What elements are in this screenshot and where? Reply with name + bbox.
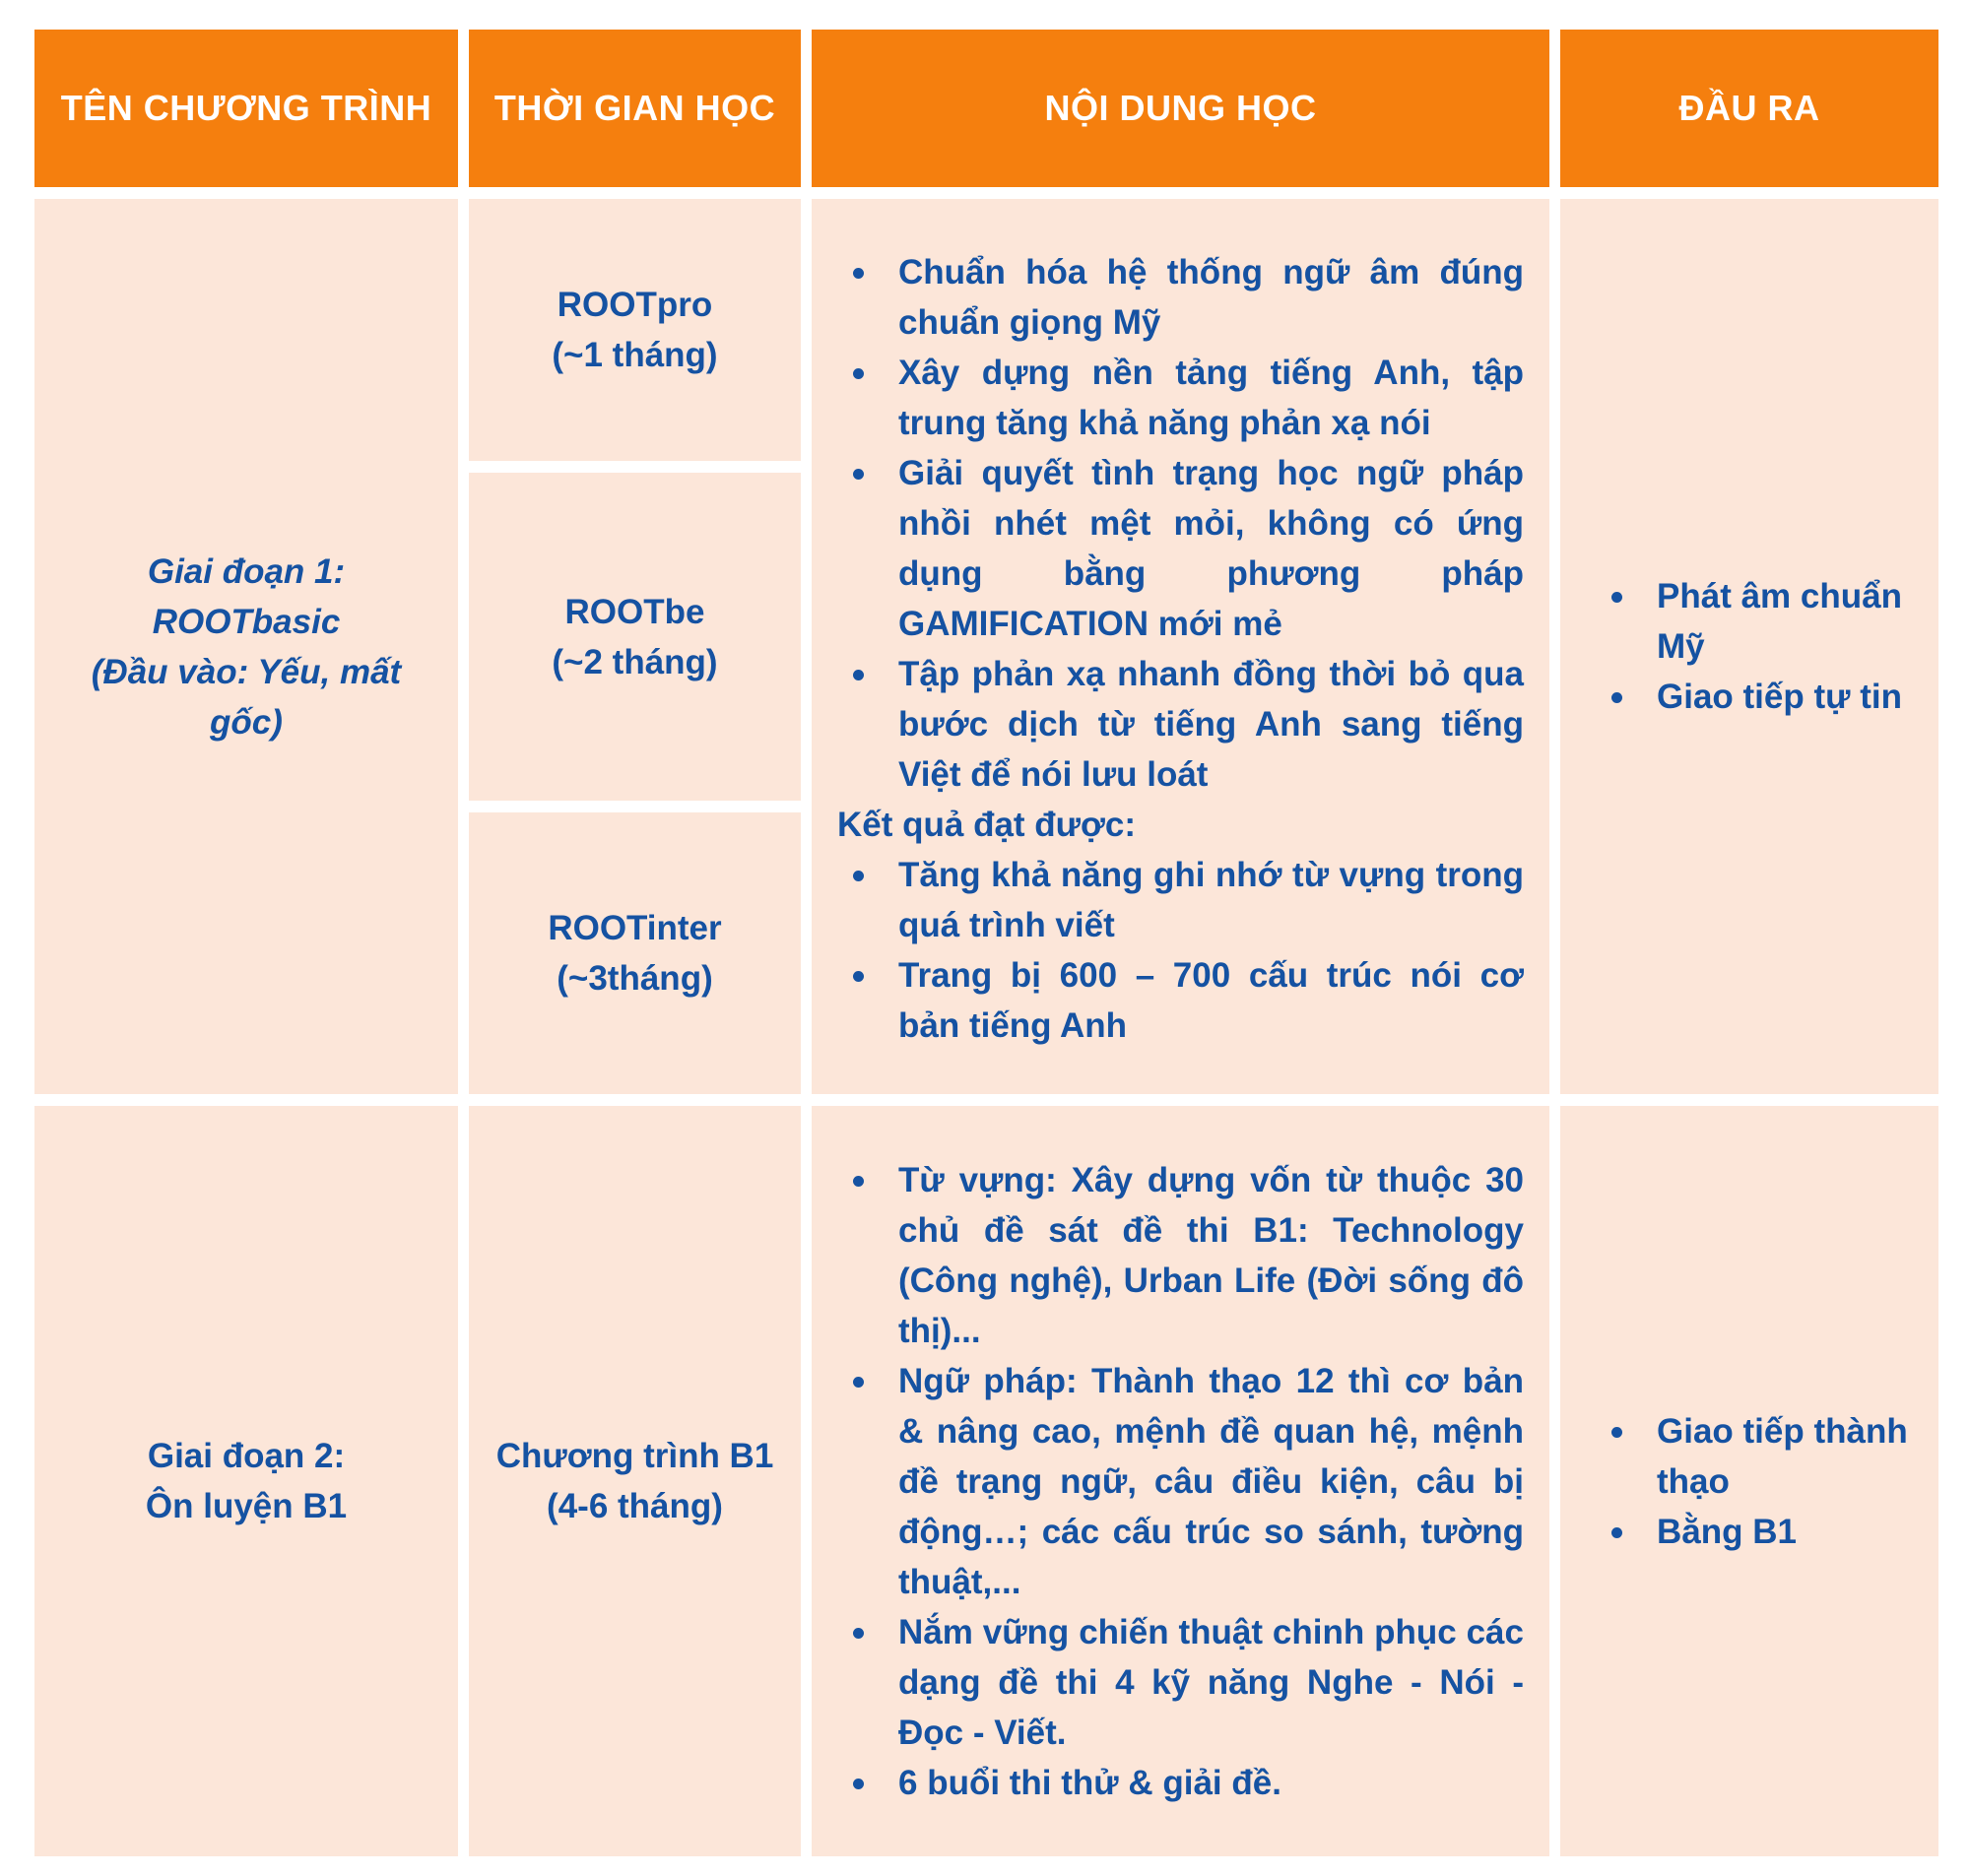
stage1-content-list [837, 247, 1524, 800]
stage1-name-cell [34, 199, 458, 1094]
list-item: Ngữ pháp: Thành thạo 12 thì cơ bản & nâng cao, mệnh đề quan hệ, mệnh đề trạng ngữ, câu điều kiện, câu bị động…; các cấu trúc so sánh, tường thuật,... [837, 1356, 1524, 1607]
list-item: Xây dựng nền tảng tiếng Anh, tập trung tăng khả năng phản xạ nói [837, 348, 1524, 448]
list-item: Chuẩn hóa hệ thống ngữ âm đúng chuẩn giọng Mỹ [837, 247, 1524, 348]
course-rootbe-cell [469, 473, 801, 801]
stage2-outcome-cell [1560, 1106, 1938, 1856]
header-outcome: ĐẦU RA [1560, 30, 1938, 187]
list-item: Từ vựng: Xây dựng vốn từ thuộc 30 chủ đề sát đề thi B1: Technology (Công nghệ), Urban Life (Đời sống đô thị)... [837, 1155, 1524, 1356]
course-rootpro-duration: (~1 tháng) [552, 336, 718, 374]
course-rootbe-name: ROOTbe [564, 592, 705, 631]
course-b1-name: Chương trình B1 [495, 1437, 774, 1475]
course-rootinter-duration: (~3tháng) [557, 959, 713, 998]
list-item: Tăng khả năng ghi nhớ từ vựng trong quá trình viết [837, 850, 1524, 950]
list-item: Tập phản xạ nhanh đồng thời bỏ qua bước dịch từ tiếng Anh sang tiếng Việt để nói lưu loát [837, 649, 1524, 800]
list-item: Giải quyết tình trạng học ngữ pháp nhồi nhét mệt mỏi, không có ứng dụng bằng phương pháp GAMIFICATION mới mẻ [837, 448, 1524, 649]
course-rootinter-cell [469, 812, 801, 1094]
stage1-entry-level: (Đầu vào: Yếu, mất gốc) [91, 652, 402, 742]
stage1-outcome-list [1596, 571, 1919, 722]
stage1-title: Giai đoạn 1: [147, 551, 346, 591]
stage1-outcome-cell [1560, 199, 1938, 1094]
stage2-title: Giai đoạn 2: [147, 1437, 346, 1475]
header-duration: THỜI GIAN HỌC [469, 30, 801, 187]
stage1-program: ROOTbasic [152, 602, 341, 641]
list-item: 6 buổi thi thử & giải đề. [837, 1758, 1524, 1808]
course-rootinter-name: ROOTinter [548, 909, 722, 947]
course-rootpro-name: ROOTpro [557, 286, 713, 324]
list-item: Giao tiếp tự tin [1596, 672, 1919, 722]
list-item: Phát âm chuẩn Mỹ [1596, 571, 1919, 672]
stage2-program: Ôn luyện B1 [145, 1487, 348, 1525]
list-item: Nắm vững chiến thuật chinh phục các dạng đề thi 4 kỹ năng Nghe - Nói - Đọc - Viết. [837, 1607, 1524, 1758]
header-program: TÊN CHƯƠNG TRÌNH [34, 30, 458, 187]
course-b1-cell [469, 1106, 801, 1856]
course-rootpro-cell [469, 199, 801, 461]
list-item: Bằng B1 [1596, 1507, 1919, 1557]
stage2-outcome-list [1596, 1406, 1919, 1557]
header-content: NỘI DUNG HỌC [812, 30, 1549, 187]
stage2-content-list [837, 1155, 1524, 1808]
stage2-name-cell [34, 1106, 458, 1856]
course-rootbe-duration: (~2 tháng) [552, 642, 718, 681]
stage2-content-cell [812, 1106, 1549, 1856]
result-label: Kết quả đạt được: [837, 806, 1137, 844]
list-item: Trang bị 600 – 700 cấu trúc nói cơ bản tiếng Anh [837, 950, 1524, 1051]
stage1-content-cell [812, 199, 1549, 1094]
stage1-results-list [837, 850, 1524, 1051]
list-item: Giao tiếp thành thạo [1596, 1406, 1919, 1507]
course-b1-duration: (4-6 tháng) [547, 1487, 723, 1525]
